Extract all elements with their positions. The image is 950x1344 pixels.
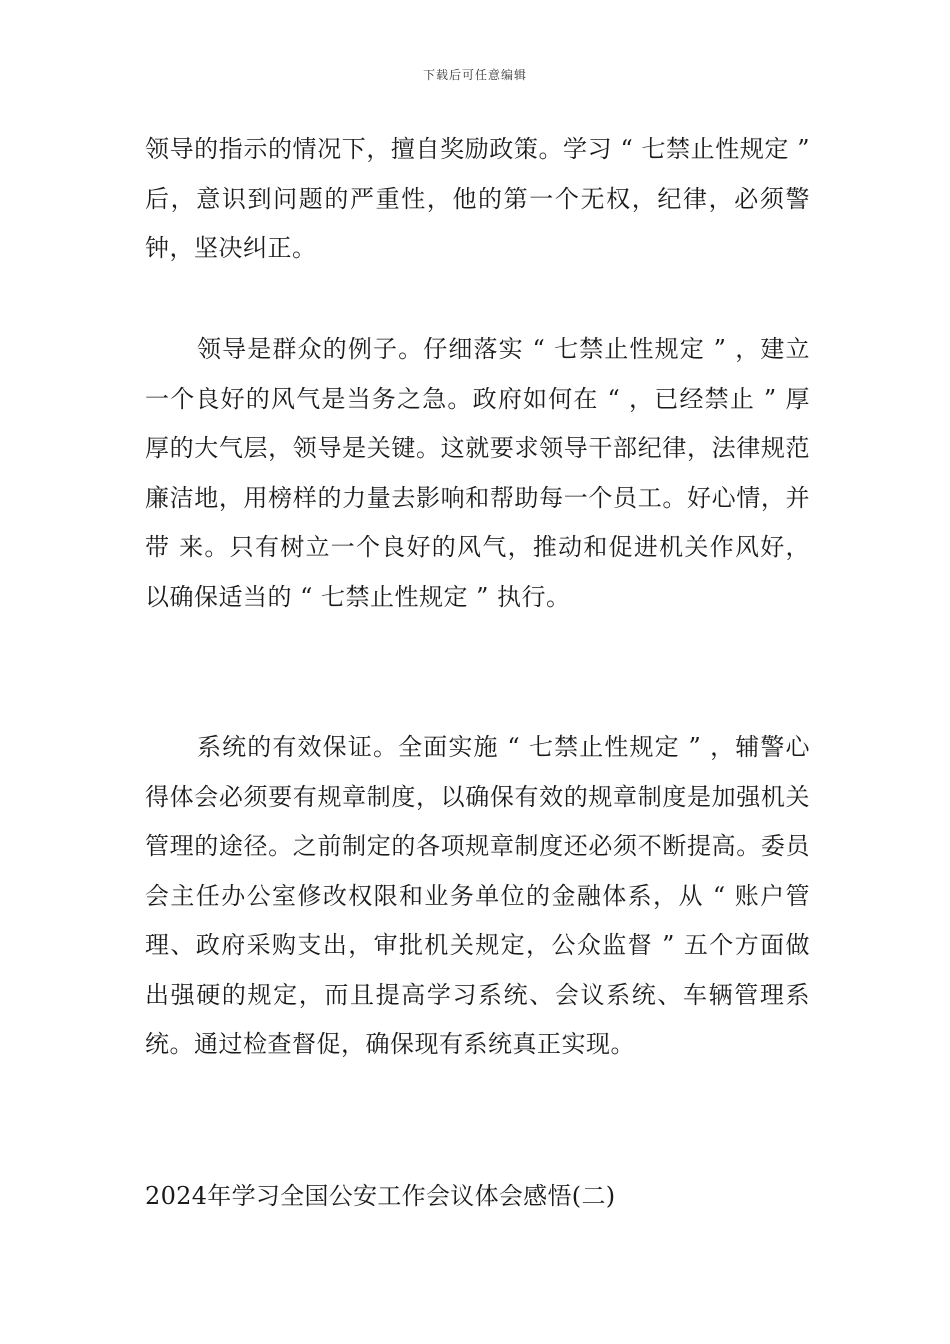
paragraph-3-text: 系统的有效保证。全面实施 “ 七禁止性规定 ” ，辅警心得体会必须要有规章制度，以确保有效的规章制度是加强机关管理的途径。之前制定的各项规章制度还必须不断提高。委员会主任办公室修改权限和业务单位的金融体系，从 “ 账户管理、政府采购支出，审批机关规定，公众监督 ” 五个方面做出强硬的规定，而且提高学习系统、会议系统、车辆管理系统。通过检查督促，确保现有系统真正实现。 xyxy=(145,733,810,1058)
section-title: 2024年学习全国公安工作会议体会感悟(二) xyxy=(145,1182,616,1210)
paragraph-1-text: 领导的指示的情况下，擅自奖励政策。学习 “ 七禁止性规定 ” 后，意识到问题的严重性，他的第一个无权，纪律，必须警钟，坚决纠正。 xyxy=(145,135,810,262)
paragraph-3 xyxy=(145,723,810,1070)
page-header-note: 下载后可任意编辑 xyxy=(422,68,527,82)
paragraph-2-text: 领导是群众的例子。仔细落实 “ 七禁止性规定 ” ，建立一个良好的风气是当务之急。政府如何在 “ ，已经禁止 ” 厚厚的大气层，领导是关键。这就要求领导干部纪律，法律规范廉洁地，用榜样的力量去影响和帮助每一个员工。好心情，并带 来。只有树立一个良好的风气，推动和促进机关作风好，以确保适当的 “ 七禁止性规定 ” 执行。 xyxy=(145,335,810,611)
paragraph-2 xyxy=(145,325,810,622)
paragraph-1 xyxy=(145,125,810,274)
